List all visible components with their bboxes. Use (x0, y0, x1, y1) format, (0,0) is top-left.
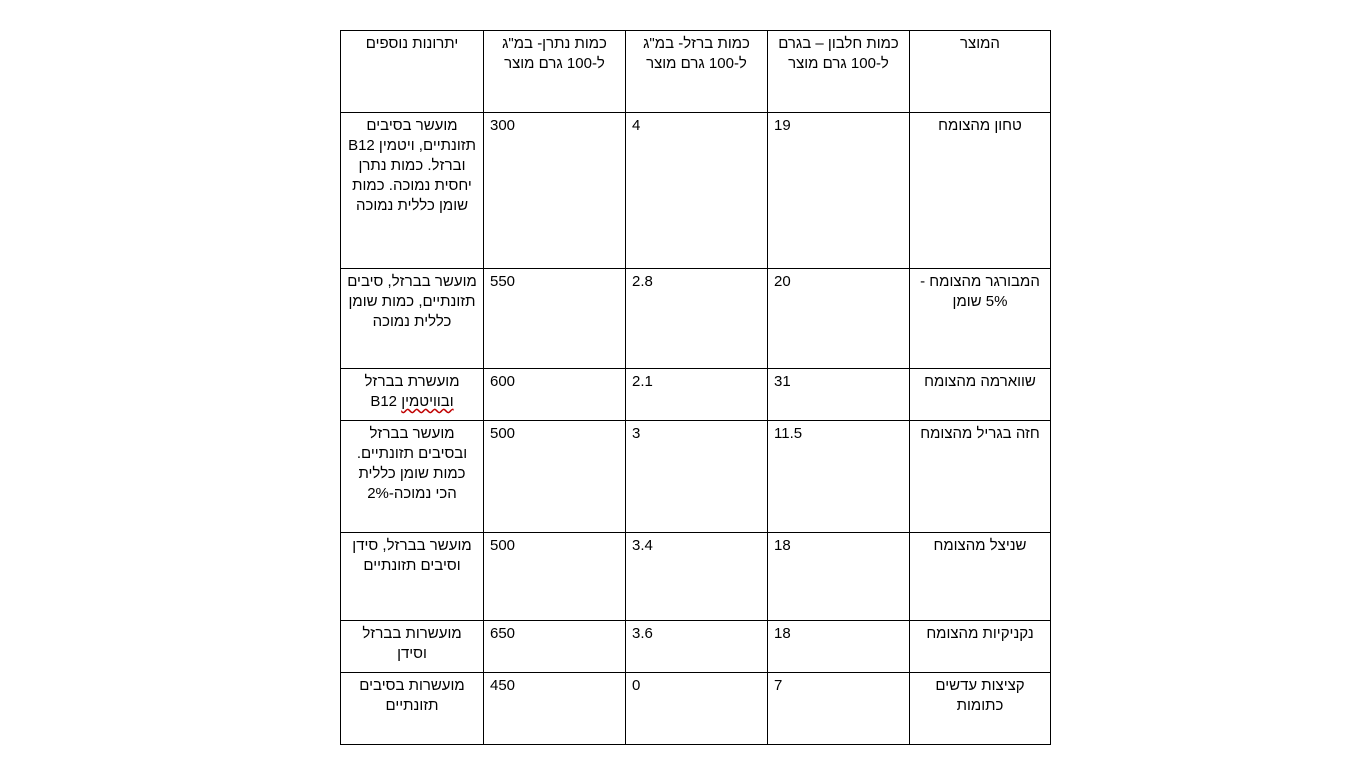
column-header-sodium: כמות נתרן- במ"ג ל-100 גרם מוצר (484, 31, 626, 113)
cell-protein: 7 (768, 673, 910, 745)
benefits-text: מועשרות בסיבים תזונתיים (359, 677, 465, 714)
cell-iron: 2.8 (626, 269, 768, 369)
benefits-text-tail: B12 (370, 392, 402, 410)
nutrition-table-container (341, 30, 1051, 745)
benefits-text: מועשר בברזל ובסיבים תזונתיים. כמות שומן כללית הכי נמוכה-2% (356, 425, 468, 502)
cell-sodium: 300 (484, 113, 626, 269)
cell-protein: 18 (768, 533, 910, 621)
column-header-product: המוצר (910, 31, 1051, 113)
column-header-protein: כמות חלבון – בגרם ל-100 גרם מוצר (768, 31, 910, 113)
cell-product: נקניקיות מהצומח (910, 621, 1051, 673)
cell-protein: 11.5 (768, 421, 910, 533)
cell-product: קציצות עדשים כתומות (910, 673, 1051, 745)
cell-benefits (341, 621, 484, 673)
benefits-text: מועשרת בברזל (364, 373, 460, 390)
nutrition-table (340, 30, 1051, 745)
cell-sodium: 500 (484, 421, 626, 533)
cell-sodium: 600 (484, 369, 626, 421)
cell-benefits (341, 269, 484, 369)
cell-benefits (341, 369, 484, 421)
benefits-text: מועשר בברזל, סידן וסיבים תזונתיים (352, 537, 472, 574)
table-row (341, 269, 1051, 369)
table-row (341, 421, 1051, 533)
table-row (341, 113, 1051, 269)
table-header (341, 31, 1051, 113)
cell-benefits (341, 421, 484, 533)
cell-protein: 20 (768, 269, 910, 369)
cell-iron: 2.1 (626, 369, 768, 421)
cell-product: חזה בגריל מהצומח (910, 421, 1051, 533)
table-row (341, 369, 1051, 421)
cell-protein: 18 (768, 621, 910, 673)
cell-protein: 31 (768, 369, 910, 421)
cell-protein: 19 (768, 113, 910, 269)
cell-sodium: 650 (484, 621, 626, 673)
cell-sodium: 500 (484, 533, 626, 621)
benefits-text: מועשר בסיבים תזונתיים, ויטמין B12 וברזל. כמות נתרן יחסית נמוכה. כמות שומן כללית נמוכה (348, 117, 476, 214)
cell-benefits (341, 533, 484, 621)
cell-benefits (341, 113, 484, 269)
benefits-text: מועשרות בברזל וסידן (362, 625, 462, 662)
cell-sodium: 450 (484, 673, 626, 745)
cell-iron: 3.6 (626, 621, 768, 673)
cell-product: שניצל מהצומח (910, 533, 1051, 621)
table-body (341, 113, 1051, 745)
table-row (341, 673, 1051, 745)
column-header-benefits: יתרונות נוספים (341, 31, 484, 113)
cell-product: שווארמה מהצומח (910, 369, 1051, 421)
benefits-text: מועשר בברזל, סיבים תזונתיים, כמות שומן כללית נמוכה (347, 273, 477, 330)
cell-iron: 4 (626, 113, 768, 269)
cell-sodium: 550 (484, 269, 626, 369)
cell-product: טחון מהצומח (910, 113, 1051, 269)
table-row (341, 533, 1051, 621)
cell-benefits (341, 673, 484, 745)
cell-product: המבורגר מהצומח - 5% שומן (910, 269, 1051, 369)
cell-iron: 3 (626, 421, 768, 533)
column-header-iron: כמות ברזל- במ"ג ל-100 גרם מוצר (626, 31, 768, 113)
cell-iron: 0 (626, 673, 768, 745)
table-row (341, 621, 1051, 673)
benefits-misspelled-text: ובוויטמין (401, 392, 454, 410)
table-header-row (341, 31, 1051, 113)
cell-iron: 3.4 (626, 533, 768, 621)
